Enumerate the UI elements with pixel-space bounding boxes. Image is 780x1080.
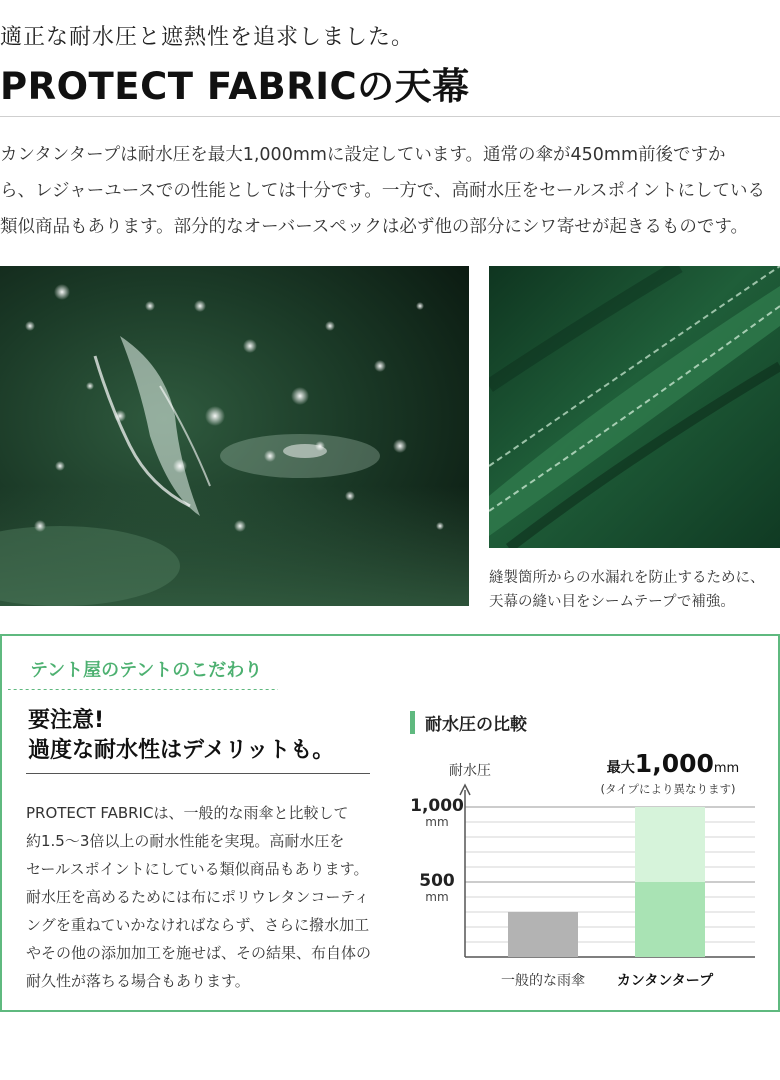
heading-stripe [8,682,278,690]
water-pressure-chart [395,745,765,1000]
max-annotation-unit: mm [713,761,740,776]
x-category-label: カンタンタープ [616,973,714,989]
bar-kantan-tarp [635,882,705,957]
max-annotation-note: (タイプにより異なります) [600,782,736,796]
page-title: PROTECT FABRICの天幕 [0,65,470,108]
chart-title: 耐水圧の比較 [425,715,527,735]
bar-kantan-tarp-max [635,807,705,882]
water-splash-photo [0,266,469,606]
warning-title-line: 要注意! [28,708,105,733]
y-tick-unit: mm [425,890,449,904]
y-axis-label: 耐水圧 [449,763,491,779]
warning-body-line: セールスポイントにしている類似商品もあります。 [26,860,369,878]
page-subtitle: 適正な耐水圧と遮熱性を追求しました。 [0,25,415,50]
chart-title-marker [410,711,415,734]
warning-title [28,706,334,766]
seam-tape-photo [489,266,780,548]
bar-umbrella [508,912,578,957]
warning-body-line: 耐久性が落ちる場合もあります。 [26,972,250,990]
warning-body-line: 耐水圧を高めるためには布にポリウレタンコーティ [26,888,370,906]
intro-text [0,137,780,245]
panel-heading: テント屋のテントのこだわり [30,660,263,681]
max-annotation [607,749,739,778]
warning-body-line: やその他の添加加工を施せば、その結果、布自体の [26,944,372,962]
intro-line: カンタンタープは耐水圧を最大1,000mmに設定しています。通常の傘が450mm前後ですか [0,145,726,165]
max-annotation-value: 1,000 [634,749,714,778]
warning-title-line: 過度な耐水性はデメリットも。 [28,738,335,763]
max-annotation-prefix: 最大 [606,760,635,776]
warning-body-line: 約1.5〜3倍以上の耐水性能を実現。高耐水圧を [26,832,345,850]
warning-body-line: PROTECT FABRICは、一般的な雨傘と比較して [26,804,349,822]
seam-caption-line: 天幕の縫い目をシームテープで補強。 [489,594,735,610]
warning-divider [26,773,370,774]
seam-caption-line: 縫製箇所からの水漏れを防止するために、 [489,570,765,586]
x-category-label: 一般的な雨傘 [501,973,585,989]
warning-body [26,799,396,995]
seam-caption [489,566,780,614]
y-tick-unit: mm [425,815,449,829]
intro-line: ら、レジャーユースでの性能としては十分です。一方で、高耐水圧をセールスポイントにしている [0,181,766,201]
y-tick-label: 1,000 [410,796,464,816]
header-divider [0,116,780,117]
y-tick-label: 500 [419,871,455,891]
intro-line: 類似商品もあります。部分的なオーバースペックは必ず他の部分にシワ寄せが起きるものです。 [0,217,748,237]
warning-body-line: ングを重ねていかなければならず、さらに撥水加工 [26,916,370,934]
